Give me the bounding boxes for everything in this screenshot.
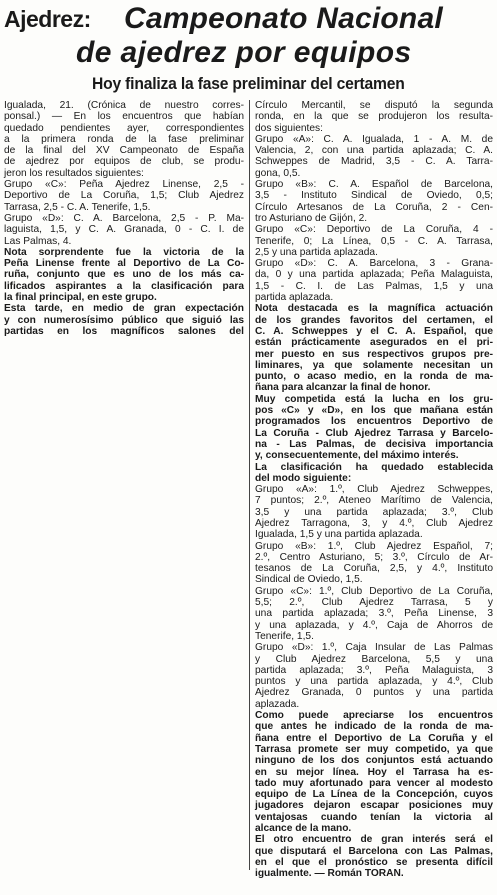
article-line: tesanos de La Coruña, 2,5, y 4.º, Instituto [255,563,493,575]
article-line: na - Las Palmas, de decisiva importancia [255,438,493,450]
article-line: Grupo «B»: 1.º, Club Ajedrez Español, 7; [255,540,493,552]
article-line: Muy competida está la lucha en los gru- [255,393,493,405]
article-line: Grupo «A»: C. A. Igualada, 1 - A. M. de [255,133,493,145]
article-line: de los grandes favoritos del certamen, el [255,314,493,326]
article-line: ñana para alcanzar la final de honor. [255,382,431,394]
headline-subtitle: Hoy finaliza la fase preliminar del certamen [92,74,405,93]
article-line: Círculo Mercantil, se disputó la segunda [255,100,493,111]
article-column-left [4,100,244,337]
headline-kicker: Ajedrez: [4,6,91,32]
article-line: 7 puntos; 2.º, Ateneo Marítimo de Valencia, [255,495,493,507]
article-line: del modo siguiente: [255,472,352,484]
headline-title-line-2: de ajedrez por equipos [76,36,412,69]
article-line: que antes he indicado de la ronda de ma- [255,721,493,733]
article-line: equipo de La Línea de la Concepción, cuyos [255,789,493,801]
article-line: la final principal, en este grupo. [4,292,157,304]
article-line: igualmente. — Román TORAN. [255,868,404,880]
article-line: dos siguientes: [255,122,323,134]
article-line: punto, o acaso medio, en la ronda de ma- [255,371,493,383]
article-line: aplazada. [255,698,300,710]
article-line: puntos y una partida aplazada, y 4.º, Club [255,676,493,688]
article-line: ponsal.) — En los encuentros que habían [4,111,244,123]
article-line: 2.º, Centro Asturiano, 5; 3.º, Círculo de Ar- [255,551,493,563]
article-line: jeron los resultados siguientes: [4,167,144,179]
article-line: mer puesto en sus respectivos grupos pre- [255,348,493,360]
article-line: 3,5 - Instituto Sindical de Oviedo, 0,5; [255,190,493,202]
article-line: Grupo «C»: 1.º, Club Deportivo de La Coruña, [255,585,493,597]
article-line: Deportivo de La Coruña, 1,5; Club Ajedrez [4,190,244,202]
article-line: 5,5; 2.º, Club Ajedrez Tarrasa, 5 y [255,597,493,609]
article-line: y, consecuentemente, del máximo interés. [255,450,459,462]
article-line: lificados aspirantes a la clasificación para [4,280,244,292]
article-line: en su mejor línea. Hoy el Tarrasa ha es- [255,766,493,778]
article-line: ventajosas cuando tenían la victoria al [255,811,493,823]
article-line: están prácticamente asegurados en el pri- [255,337,493,349]
article-line: La clasificación ha quedado establecida [255,461,493,473]
article-line: Schweppes de Madrid, 3,5 - C. A. Tarra- [255,156,493,168]
article-line: de ajedrez por equipos de club, se produ- [4,156,244,168]
article-line: pos «C» y «D», en los que mañana están [255,405,493,417]
article-line: jugadores dejaron escapar posiciones muy [255,800,493,812]
article-line: Valencia, 2, con una partida aplazada; C. A. [255,145,493,157]
article-line: Tarrasa promete ser muy competido, ya que [255,743,493,755]
article-line: Nota sorprendente fue la victoria de la [4,246,244,258]
article-line: partida aplazada; 3.º, Peña Malaguista, 3 [255,664,493,676]
article-line: ninguno de los dos conjuntos está actuando [255,755,493,767]
headline-title-line-1: Campeonato Nacional [124,2,443,35]
article-line: Grupo «B»: C. A. Español de Barcelona, [255,179,493,191]
article-line: da, 0 y una partida aplazada; Peña Malaguista, [255,269,493,281]
article-line: Peña Linense frente al Deportivo de La Co- [4,258,244,270]
article-line: que disputará el Barcelona con Las Palmas, [255,845,493,857]
article-line: laguista, 1,5, y C. A. Granada, 0 - C. I. de [4,224,244,236]
article-line: gona, 0,5. [255,167,301,179]
article-line: C. A. Schweppes y el C. A. Español, que [255,325,493,337]
article-line: Como puede apreciarse los encuentros [255,710,493,722]
article-line: a la primera ronda de la fase preliminar [4,133,244,145]
article-line: Círculo Artesanos de La Coruña, 2 - Cen- [255,201,493,213]
article-line: liminares, ya que solamente necesitan un [255,359,493,371]
article-line: quedado pendientes ayer, correspondientes [4,122,244,134]
article-line: 3,5 y una partida aplazada; 3.º, Club [255,506,493,518]
article-line: La Coruña - Club Ajedrez Tarrasa y Barcelo- [255,427,493,439]
article-line: Ajedrez Tarragona, 3, y 4.º, Club Ajedrez [255,517,493,529]
article-line: Igualada, 21. (Crónica de nuestro corres- [4,100,244,111]
article-line: Grupo «D»: 1.º, Caja Insular de Las Palmas [255,642,493,654]
article-line: y Club Ajedrez Barcelona, 5,5 y una [255,653,493,665]
article-line: ruña, conjunto que es uno de los más ca- [4,269,244,281]
article-line: tro Asturiano de Gijón, 2. [255,212,368,224]
article-line: Nota destacada es la magnífica actuación [255,303,493,315]
article-line: Tarrasa, 2,5 - C. A. Tenerife, 1,5. [4,201,151,213]
article-line: ronda, en la que se produjeron los resulta- [255,111,493,123]
article-line: tado muy afortunado para vencer al modesto [255,777,493,789]
article-line: Tenerife, 0; La Línea, 0,5 - C. A. Tarrasa, [255,235,493,247]
article-line: partidas en los magníficos salones del [4,325,244,337]
article-line: 1,5 - C. I. de Las Palmas, 1,5 y una [255,280,493,292]
article-line: Ajedrez Granada, 0 puntos y una partida [255,687,493,699]
article-line: Igualada, 1,5 y una partida aplazada. [255,529,423,541]
article-line: en el que el pronóstico se presenta difícil [255,856,493,868]
article-line: Grupo «C»: Deportivo de La Coruña, 4 - [255,224,493,236]
article-line: El otro encuentro de gran interés será el [255,834,493,846]
article-line: y una aplazada, y 4.º, Caja de Ahorros de [255,619,493,631]
article-line: ñana entre el Deportivo de La Coruña y el [255,732,493,744]
article-line: Grupo «D»: C. A. Barcelona, 3 - Grana- [255,258,493,270]
article-line: Tenerife, 1,5. [255,630,314,642]
article-column-right [255,100,493,879]
column-divider [249,100,250,870]
article-line: una partida aplazada; 3.º, Peña Linense, 3 [255,608,493,620]
article-line: Grupo «D»: C. A. Barcelona, 2,5 - P. Ma- [4,212,244,224]
article-line: Las Palmas, 4. [4,235,72,247]
article-line: 2,5 y una partida aplazada. [255,246,378,258]
article-line: de la final del XV Campeonato de España [4,145,244,157]
article-line: Esta tarde, en medio de gran expectación [4,303,244,315]
article-line: Sindical de Oviedo, 1,5. [255,574,363,586]
article-line: programados los encuentros Deportivo de [255,416,493,428]
article-line: alcance de la mano. [255,823,352,834]
article-line: Grupo «A»: 1.º, Club Ajedrez Schweppes, [255,484,493,496]
article-line: Grupo «C»: Peña Ajedrez Linense, 2,5 - [4,179,244,191]
article-line: y con numerosísimo público que siguió las [4,314,244,326]
article-line: partida aplazada. [255,292,334,304]
